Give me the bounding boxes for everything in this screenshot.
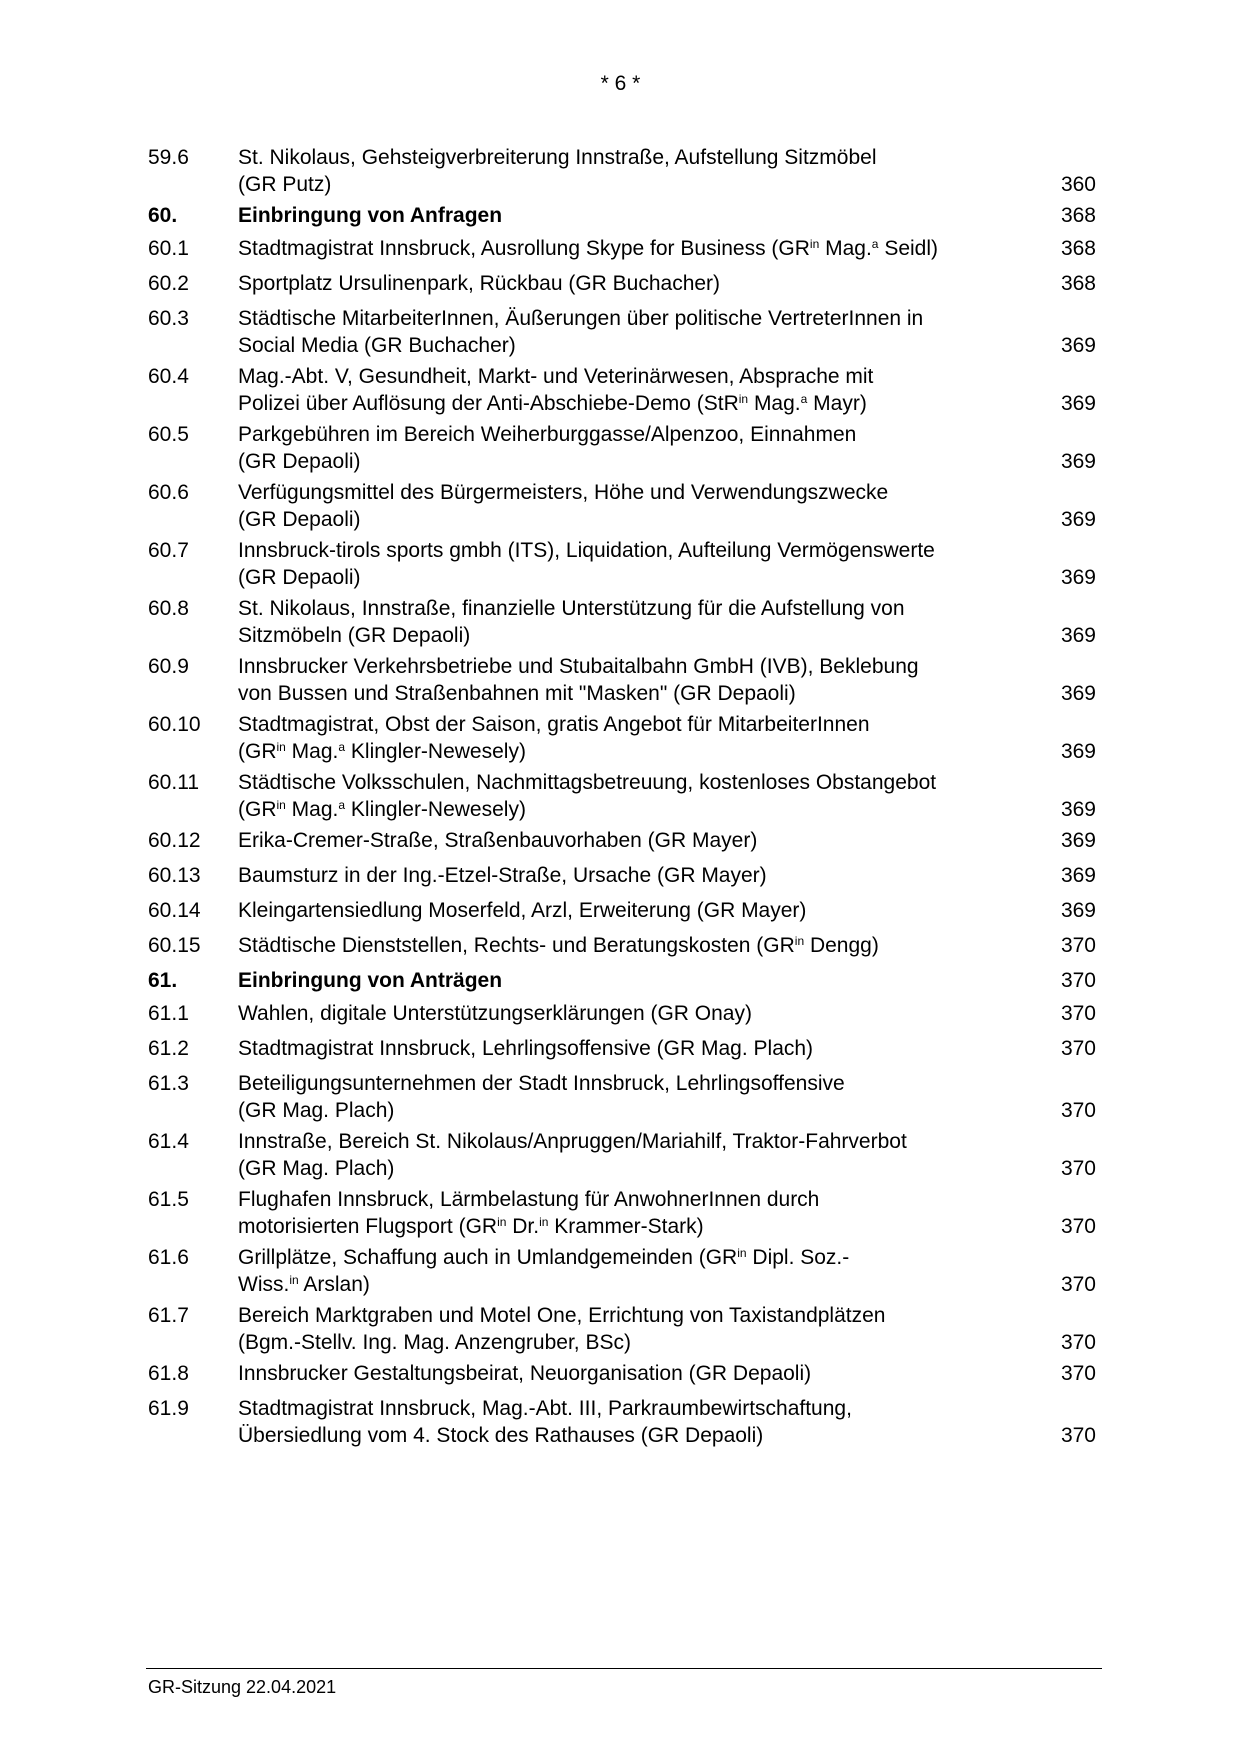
toc-entry-page: 370 (1060, 1273, 1096, 1296)
toc-entry (148, 1000, 1096, 1027)
toc-entry-page: 369 (1060, 682, 1096, 705)
toc-entry-page: 370 (1060, 934, 1096, 957)
toc-entry (148, 1070, 1096, 1124)
toc-entry-title: Innsbruck-tirols sports gmbh (ITS), Liquidation, Aufteilung Vermögenswerte (GR Depaoli) (238, 539, 935, 589)
toc-entry (148, 932, 1096, 959)
toc-entry (148, 305, 1096, 359)
toc-entry-page: 370 (1060, 1099, 1096, 1122)
toc-entry-number: 60.8 (148, 597, 189, 620)
toc-entry-title: Verfügungsmittel des Bürgermeisters, Höhe und Verwendungszwecke (GR Depaoli) (238, 481, 889, 531)
toc-entry-number: 60.1 (148, 237, 189, 260)
toc-entry-title: Flughafen Innsbruck, Lärmbelastung für AnwohnerInnen durch motorisierten Flugsport ($GR^{in}$ Dr.$^{in}$ Krammer-Stark) (238, 1188, 820, 1238)
toc-entry-number: 60.3 (148, 307, 189, 330)
toc-entry-page: 370 (1060, 1331, 1096, 1354)
toc-entry-title: Sportplatz Ursulinenpark, Rückbau (GR Buchacher) (238, 272, 721, 295)
toc-entry-page: 370 (1060, 1157, 1096, 1180)
toc-entry-title: Erika-Cremer-Straße, Straßenbauvorhaben (GR Mayer) (238, 829, 758, 852)
toc-entry-title: Innsbrucker Verkehrsbetriebe und Stubaitalbahn GmbH (IVB), Beklebung von Bussen und Straßenbahnen mit "Masken" (GR Depaoli) (238, 655, 919, 705)
toc-entry (148, 967, 1096, 994)
toc-entry-number: 60.10 (148, 713, 201, 736)
toc-entry-title: St. Nikolaus, Gehsteigverbreiterung Innstraße, Aufstellung Sitzmöbel (GR Putz) (238, 146, 877, 196)
toc-entry-number: 60.13 (148, 864, 201, 887)
toc-entry-number: 61. (148, 969, 178, 992)
toc-entry-page: 369 (1060, 899, 1096, 922)
toc-entry-number: 61.6 (148, 1246, 189, 1269)
toc-entry (148, 1186, 1096, 1240)
toc-entry-page: 370 (1060, 1037, 1096, 1060)
toc-entry-number: 61.7 (148, 1304, 189, 1327)
toc-entry-title: Parkgebühren im Bereich Weiherburggasse/Alpenzoo, Einnahmen (GR Depaoli) (238, 423, 857, 473)
toc-entry-title: Stadtmagistrat Innsbruck, Lehrlingsoffensive (GR Mag. Plach) (238, 1037, 814, 1060)
toc-entry (148, 1395, 1096, 1449)
toc-entry (148, 711, 1096, 765)
toc-entry-title: Innstraße, Bereich St. Nikolaus/Anpruggen/Mariahilf, Traktor-Fahrverbot (GR Mag. Plach) (238, 1130, 907, 1180)
toc-entry-title: Städtische MitarbeiterInnen, Äußerungen über politische VertreterInnen in Social Media (GR Buchacher) (238, 307, 924, 357)
toc-entry-title: Stadtmagistrat, Obst der Saison, gratis Angebot für MitarbeiterInnen ($GR^{in}$ Mag.$^a$ Klingler-Newesely) (238, 713, 870, 763)
toc-entry (148, 144, 1096, 198)
toc-entry-title: Beteiligungsunternehmen der Stadt Innsbruck, Lehrlingsoffensive (GR Mag. Plach) (238, 1072, 845, 1122)
toc-entry-number: 61.1 (148, 1002, 189, 1025)
toc-entry-number: 61.3 (148, 1072, 189, 1095)
toc-entry (148, 202, 1096, 229)
toc-entry (148, 1035, 1096, 1062)
toc-entry-number: 60.11 (148, 771, 199, 794)
toc-entry (148, 1360, 1096, 1387)
toc-entry-title: Innsbrucker Gestaltungsbeirat, Neuorganisation (GR Depaoli) (238, 1362, 812, 1385)
toc-entry-page: 370 (1060, 1002, 1096, 1025)
toc-entry-title: Einbringung von Anträgen (238, 969, 503, 992)
toc-entry (148, 1244, 1096, 1298)
toc-entry-number: 60.4 (148, 365, 189, 388)
toc-entry-number: 61.8 (148, 1362, 189, 1385)
toc-entry-page: 368 (1060, 272, 1096, 295)
toc-entry (148, 827, 1096, 854)
footer-text: GR-Sitzung 22.04.2021 (148, 1677, 337, 1697)
toc-entry-page: 369 (1060, 829, 1096, 852)
toc-entry-page: 370 (1060, 1362, 1096, 1385)
toc-entry (148, 595, 1096, 649)
toc-entry-title: Mag.-Abt. V, Gesundheit, Markt- und Veterinärwesen, Absprache mit Polizei über Auflösung der Anti-Abschiebe-Demo (StR$^{in}$ Mag.$^a$ Mayr) (238, 365, 874, 415)
toc-entry-number: 60.5 (148, 423, 189, 446)
toc-entry-number: 61.4 (148, 1130, 189, 1153)
toc-entry (148, 421, 1096, 475)
toc-entry-number: 61.2 (148, 1037, 189, 1060)
footer-rule (146, 1668, 1102, 1669)
toc-entry-page: 370 (1060, 969, 1096, 992)
toc-entry-number: 60.14 (148, 899, 201, 922)
toc-entry (148, 653, 1096, 707)
toc-entry-title: Wahlen, digitale Unterstützungserklärungen (GR Onay) (238, 1002, 752, 1025)
toc-entry (148, 769, 1096, 823)
toc-entry-number: 60.6 (148, 481, 189, 504)
toc-entry (148, 479, 1096, 533)
table-of-contents (148, 144, 1096, 1453)
toc-entry (148, 270, 1096, 297)
toc-entry (148, 363, 1096, 417)
toc-entry-page: 368 (1060, 204, 1096, 227)
toc-entry (148, 1302, 1096, 1356)
toc-entry-number: 61.9 (148, 1397, 189, 1420)
toc-entry-number: 60.7 (148, 539, 189, 562)
toc-entry-number: 60.9 (148, 655, 189, 678)
toc-entry-title: Grillplätze, Schaffung auch in Umlandgemeinden ($GR^{in}$ Dipl. Soz.- Wiss.$^{in}$ Arslan) (238, 1246, 850, 1296)
toc-entry-page: 369 (1060, 864, 1096, 887)
toc-entry-page: 369 (1060, 334, 1096, 357)
toc-entry-page: 368 (1060, 237, 1096, 260)
toc-entry-page: 369 (1060, 624, 1096, 647)
toc-entry-page: 369 (1060, 740, 1096, 763)
toc-entry-title: Kleingartensiedlung Moserfeld, Arzl, Erweiterung (GR Mayer) (238, 899, 807, 922)
toc-entry-page: 369 (1060, 566, 1096, 589)
toc-entry-page: 369 (1060, 508, 1096, 531)
page-number: * 6 * (600, 72, 641, 95)
toc-entry-title: Bereich Marktgraben und Motel One, Errichtung von Taxistandplätzen (Bgm.-Stellv. Ing. Mag. Anzengruber, BSc) (238, 1304, 886, 1354)
toc-entry-title: Städtische Dienststellen, Rechts- und Beratungskosten ($GR^{in}$ Dengg) (238, 934, 879, 957)
toc-entry-title: Städtische Volksschulen, Nachmittagsbetreuung, kostenloses Obstangebot ($GR^{in}$ Mag.$^a$ Klingler-Newesely) (238, 771, 937, 821)
toc-entry-page: 369 (1060, 798, 1096, 821)
toc-entry-title: Einbringung von Anfragen (238, 204, 503, 227)
toc-entry-number: 60.15 (148, 934, 201, 957)
toc-entry (148, 1128, 1096, 1182)
toc-entry (148, 235, 1096, 262)
toc-entry-page: 370 (1060, 1424, 1096, 1447)
toc-entry-number: 60. (148, 204, 178, 227)
toc-entry-number: 60.2 (148, 272, 189, 295)
toc-entry-title: St. Nikolaus, Innstraße, finanzielle Unterstützung für die Aufstellung von Sitzmöbeln (GR Depaoli) (238, 597, 905, 647)
toc-entry-number: 59.6 (148, 146, 189, 169)
toc-entry-number: 61.5 (148, 1188, 189, 1211)
toc-entry-number: 60.12 (148, 829, 201, 852)
toc-entry (148, 897, 1096, 924)
toc-entry-page: 370 (1060, 1215, 1096, 1238)
toc-entry (148, 862, 1096, 889)
toc-entry-page: 369 (1060, 392, 1096, 415)
toc-entry-page: 369 (1060, 450, 1096, 473)
toc-entry-page: 360 (1060, 173, 1096, 196)
toc-entry-title: Stadtmagistrat Innsbruck, Ausrollung Skype for Business ($GR^{in}$ Mag.$^a$ Seidl) (238, 237, 939, 260)
toc-entry-title: Stadtmagistrat Innsbruck, Mag.-Abt. III, Parkraumbewirtschaftung, Übersiedlung vom 4. Stock des Rathauses (GR Depaoli) (238, 1397, 852, 1447)
toc-entry-title: Baumsturz in der Ing.-Etzel-Straße, Ursache (GR Mayer) (238, 864, 767, 887)
toc-entry (148, 537, 1096, 591)
